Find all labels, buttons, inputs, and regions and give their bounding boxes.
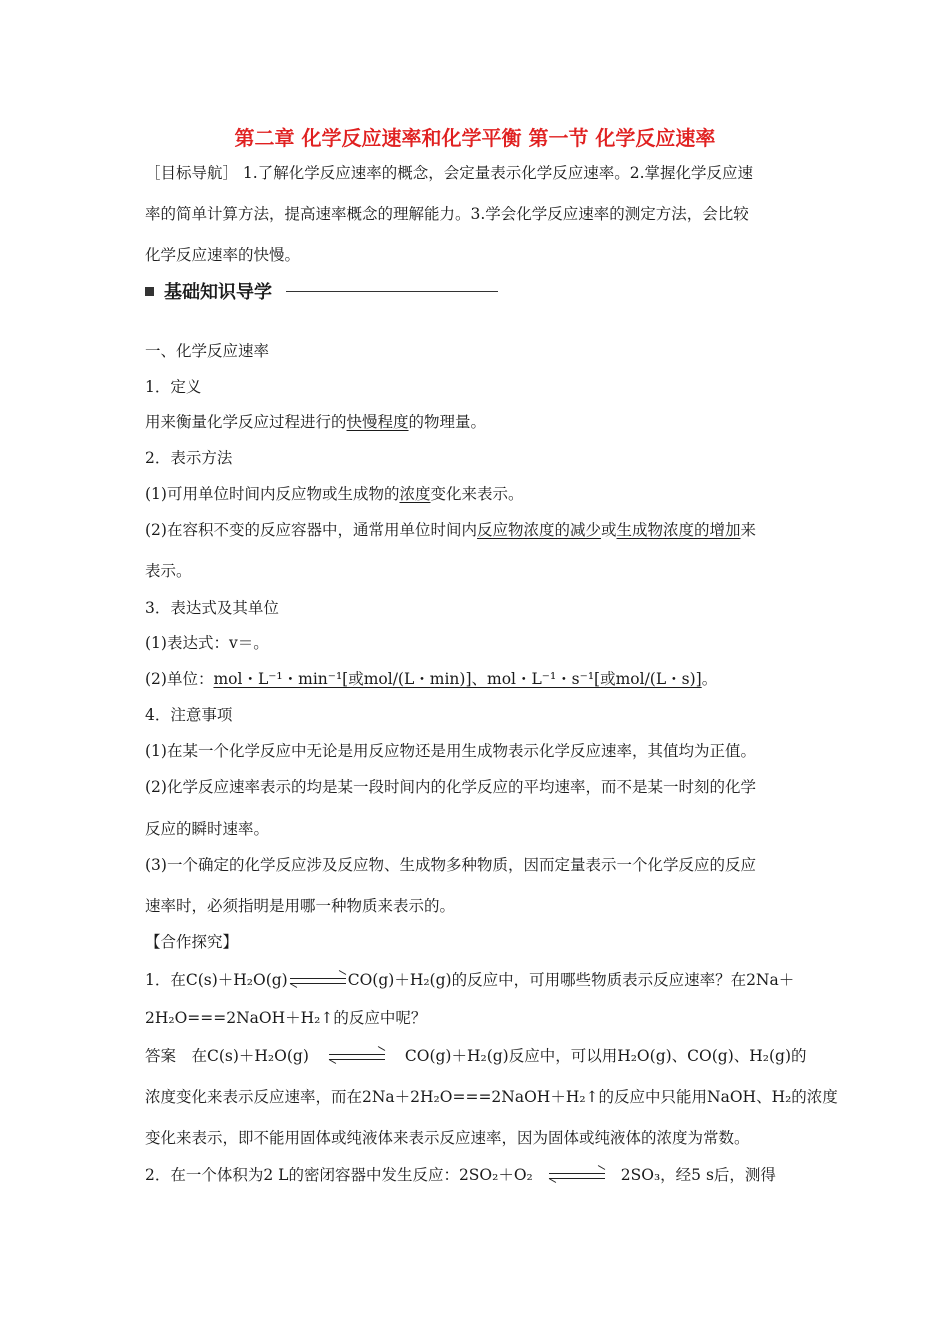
item-heading-notes: 4．注意事项 xyxy=(145,706,233,724)
equilibrium-arrow-icon xyxy=(329,1051,385,1063)
method-2-cont: 表示。 xyxy=(145,562,192,580)
note-3-cont: 速率时，必须指明是用哪一种物质来表示的。 xyxy=(145,897,456,915)
equilibrium-arrow-icon xyxy=(290,975,346,987)
question-1: 1．在C(s)＋H₂O(g) CO(g)＋H₂(g)的反应中，可用哪些物质表示反应速率？在2Na＋ xyxy=(145,971,795,989)
question-1-cont: 2H₂O===2NaOH＋H₂↑的反应中呢？ xyxy=(145,1009,427,1027)
answer-1-cont-2: 变化来表示，即不能用固体或纯液体来表示反应速率，因为固体或纯液体的浓度为常数。 xyxy=(145,1129,750,1147)
answer-1: 答案 在C(s)＋H₂O(g) CO(g)＋H₂(g)反应中，可以用H₂O(g)、CO(g)、H₂(g)的 xyxy=(145,1047,807,1065)
expression-formula: (1)表达式：v＝。 xyxy=(145,634,269,652)
expression-unit: (2)单位：mol・L⁻¹・min⁻¹[或mol/(L・min)]、mol・L⁻¹・s⁻¹[或mol/(L・s)]。 xyxy=(145,670,718,688)
subsection-title: 一、化学反应速率 xyxy=(145,342,270,360)
method-2: (2)在容积不变的反应容器中，通常用单位时间内反应物浓度的减少或生成物浓度的增加来 xyxy=(145,521,757,539)
goal-line-3: 化学反应速率的快慢。 xyxy=(145,246,301,264)
goal-line-2: 率的简单计算方法，提高速率概念的理解能力。3.学会化学反应速率的测定方法，会比较 xyxy=(145,205,749,223)
note-3: (3)一个确定的化学反应涉及反应物、生成物多种物质，因而定量表示一个化学反应的反应 xyxy=(145,856,756,874)
question-2: 2．在一个体积为2 L的密闭容器中发生反应：2SO₂＋O₂ 2SO₃，经5 s后，测得 xyxy=(145,1166,776,1184)
square-bullet-icon xyxy=(145,287,154,296)
fill-blank: mol・L⁻¹・min⁻¹[或mol/(L・min)]、mol・L⁻¹・s⁻¹[或mol/(L・s)] xyxy=(213,670,702,688)
item-heading-expression: 3．表达式及其单位 xyxy=(145,599,279,617)
heading-rule xyxy=(286,291,498,292)
note-2: (2)化学反应速率表示的均是某一段时间内的化学反应的平均速率，而不是某一时刻的化学 xyxy=(145,778,756,796)
page-title: 第二章 化学反应速率和化学平衡 第一节 化学反应速率 xyxy=(234,126,716,150)
fill-blank: 快慢程度 xyxy=(346,413,409,431)
section-heading-text: 基础知识导学 xyxy=(164,282,272,303)
cooperation-heading: 【合作探究】 xyxy=(145,933,239,951)
fill-blank: 浓度 xyxy=(399,485,431,503)
item-heading-definition: 1．定义 xyxy=(145,378,202,396)
method-1: (1)可用单位时间内反应物或生成物的浓度变化来表示。 xyxy=(145,485,524,503)
item-heading-methods: 2．表示方法 xyxy=(145,449,233,467)
definition-text: 用来衡量化学反应过程进行的快慢程度的物理量。 xyxy=(145,413,487,431)
goal-line-1: ［目标导航］ 1.了解化学反应速率的概念，会定量表示化学反应速率。2.掌握化学反应速 xyxy=(145,164,754,182)
section-heading xyxy=(145,278,498,304)
fill-blank: 生成物浓度的增加 xyxy=(616,521,741,539)
fill-blank: 反应物浓度的减少 xyxy=(476,521,601,539)
answer-1-cont: 浓度变化来表示反应速率，而在2Na＋2H₂O===2NaOH＋H₂↑的反应中只能用NaOH、H₂的浓度 xyxy=(145,1088,838,1106)
note-1: (1)在某一个化学反应中无论是用反应物还是用生成物表示化学反应速率，其值均为正值。 xyxy=(145,742,756,760)
equilibrium-arrow-icon xyxy=(549,1170,605,1182)
note-2-cont: 反应的瞬时速率。 xyxy=(145,820,270,838)
